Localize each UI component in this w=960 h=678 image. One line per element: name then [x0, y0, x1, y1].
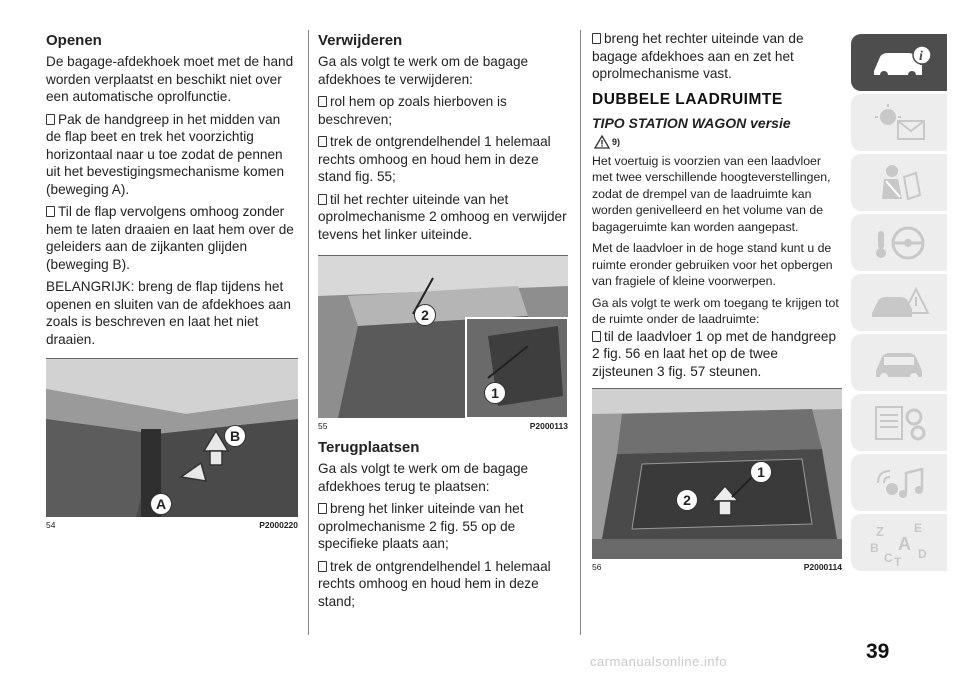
index-icon	[864, 520, 934, 566]
paragraph: Het voertuig is voorzien van een laadvloer met twee verschillende hoogteverstellingen, zodat de drempel van de laadruimte kan worden genivelleerd en het volume van de bagageruimte kan worden aangepast.	[592, 153, 831, 234]
figure-number: 54	[46, 520, 56, 530]
breakdown-icon	[864, 283, 934, 323]
figure-number: 55	[318, 421, 328, 431]
tab-starting-driving[interactable]	[851, 214, 947, 271]
bullet-item: til het rechter uiteinde van het oprolmechanisme 2 omhoog en verwijder tevens het linker uiteinde.	[318, 191, 567, 242]
section-heading-openen: Openen	[46, 32, 102, 49]
checkbox-bullet-icon	[318, 561, 327, 572]
bullet-item: til de laadvloer 1 op met de handgreep 2 fig. 56 en laat het op de twee zijsteunen 3 fig. 57 steunen.	[592, 328, 837, 379]
service-car-icon	[864, 343, 934, 383]
paragraph: Ga als volgt te werk om de bagage afdekhoes terug te plaatsen:	[318, 461, 529, 494]
steering-wheel-icon	[864, 223, 934, 263]
tab-seat-safety[interactable]	[851, 154, 947, 211]
figure-code: P2000113	[529, 421, 568, 431]
multimedia-icon	[864, 463, 934, 503]
page-number: 39	[866, 640, 890, 663]
bullet-item: breng het rechter uiteinde van de bagage afdekhoes aan en zet het oprolmechanisme vast.	[592, 31, 804, 81]
technical-data-icon	[864, 403, 934, 443]
bullet-item: rol hem op zoals hierboven is beschreven;	[318, 94, 507, 127]
body-text-small	[592, 153, 842, 328]
section-heading-verwijderen: Verwijderen	[318, 32, 403, 49]
seat-safety-icon	[864, 163, 934, 203]
warning-reference: 9)	[594, 135, 842, 149]
figure-label-1: 1	[484, 382, 506, 404]
paragraph: Ga als volgt te werk om de bagage afdekhoes te verwijderen:	[318, 54, 529, 87]
tab-multimedia[interactable]	[851, 454, 947, 511]
index-letter: Z	[876, 523, 884, 539]
warning-triangle-icon	[594, 135, 610, 149]
index-letter: E	[914, 520, 923, 535]
figure-caption	[318, 421, 568, 431]
bullet-item: trek de ontgrendelhendel 1 helemaal rechts omhoog en houd hem in deze stand fig. 55;	[318, 134, 551, 184]
column-divider	[580, 30, 581, 635]
subheading-tipo-station-wagon: TIPO STATION WAGON versie	[592, 114, 791, 131]
bullet-item: breng het linker uiteinde van het oprolmechanisme 2 fig. 55 op de specifieke plaats aan;	[318, 501, 524, 551]
figure-label-a: A	[150, 493, 172, 515]
index-letter: T	[894, 554, 902, 566]
checkbox-bullet-icon	[592, 331, 601, 342]
warning-lights-icon	[864, 103, 934, 143]
figure-caption	[592, 562, 842, 572]
figure-photo	[592, 389, 842, 559]
checkbox-bullet-icon	[318, 136, 327, 147]
figure-caption	[46, 520, 298, 530]
chapter-sidebar	[851, 34, 947, 574]
column-divider	[308, 30, 309, 635]
bullet-item: trek de ontgrendelhendel 1 helemaal rechts omhoog en houd hem in deze stand;	[318, 558, 551, 609]
tab-technical-data[interactable]	[851, 394, 947, 451]
checkbox-bullet-icon	[592, 33, 601, 44]
checkbox-bullet-icon	[318, 503, 327, 514]
tab-emergency[interactable]	[851, 274, 947, 331]
bullet-item: Pak de handgreep in het midden van de flap beet en trek het voorzichtig horizontaal naar u toe zodat de pennen uit het bevestigingsmechanisme komen (beweging A).	[46, 111, 285, 197]
figure-code: P2000220	[259, 520, 298, 530]
tab-service[interactable]	[851, 334, 947, 391]
section-heading-terugplaatsen: Terugplaatsen	[318, 439, 420, 456]
bullet-item: Til de flap vervolgens omhoog zonder hem te laten draaien en laat hem over de geleiders aan de zijkanten glijden (beweging B).	[46, 204, 294, 272]
index-letter: B	[870, 540, 879, 555]
figure-54	[46, 358, 298, 530]
figure-photo	[318, 256, 568, 418]
tab-car-info[interactable]	[851, 34, 947, 91]
figure-code: P2000114	[803, 562, 842, 572]
index-letter: D	[918, 546, 927, 561]
tab-index[interactable]	[851, 514, 947, 571]
paragraph: Met de laadvloer in de hoge stand kunt u de ruimte eronder gebruiken voor het opbergen van fragiele of kleine voorwerpen.	[592, 241, 833, 288]
car-info-icon	[864, 43, 934, 83]
checkbox-bullet-icon	[46, 114, 55, 125]
paragraph: Ga als volgt te werk om toegang te krijgen tot de ruimte onder de laadruimte:	[592, 295, 839, 326]
tab-warning-lights[interactable]	[851, 94, 947, 151]
column-right	[592, 30, 842, 572]
paragraph-important: BELANGRIJK: breng de flap tijdens het openen en sluiten van de afdekhoes aan zoals is beschreven en laat het niet draaien.	[46, 279, 291, 347]
checkbox-bullet-icon	[318, 194, 327, 205]
figure-photo	[46, 359, 298, 517]
checkbox-bullet-icon	[318, 96, 327, 107]
figure-label-b: B	[224, 425, 246, 447]
figure-number: 56	[592, 562, 602, 572]
figure-55	[318, 255, 568, 431]
footer-watermark: carmanualsonline.info	[590, 654, 727, 669]
figure-label-1: 1	[750, 461, 772, 483]
figure-label-2: 2	[676, 489, 698, 511]
paragraph: De bagage-afdekhoek moet met de hand worden verplaatst en beschikt niet over een automatische oprolfunctie.	[46, 54, 294, 104]
checkbox-bullet-icon	[46, 206, 55, 217]
column-middle	[318, 30, 568, 615]
section-heading-dubbele-laadruimte: DUBBELE LAADRUIMTE	[592, 90, 783, 108]
figure-label-2: 2	[414, 304, 436, 326]
column-left	[46, 30, 298, 530]
index-letter: A	[898, 533, 911, 554]
figure-56	[592, 388, 842, 572]
svg-text:i: i	[919, 48, 923, 64]
index-letter: C	[884, 550, 893, 565]
